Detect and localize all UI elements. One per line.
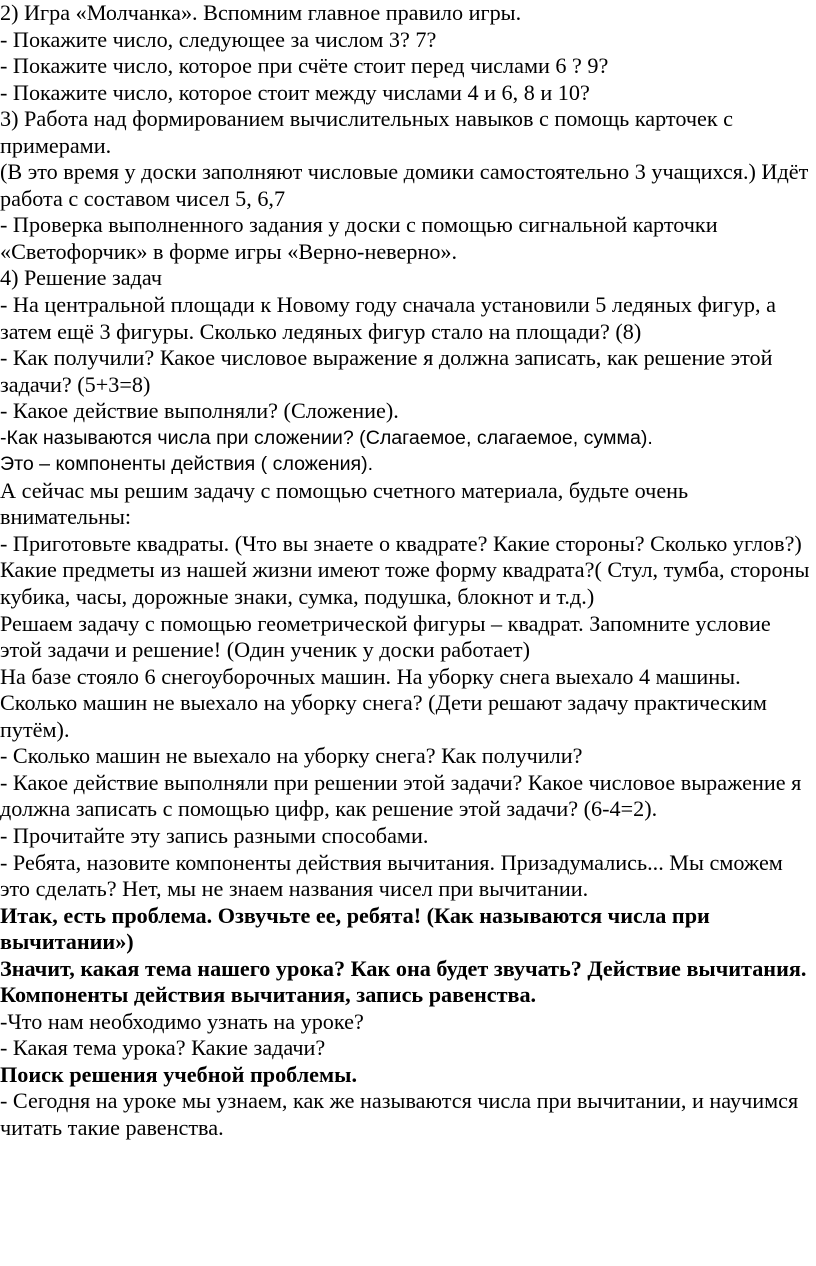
- paragraph: На базе стояло 6 снегоуборочных машин. На уборку снега выехало 4 машины. Сколько машин не выехало на уборку снега? (Дети решают задачу практическим путём).: [0, 663, 773, 742]
- paragraph: - На центральной площади к Новому году сначала установили 5 ледяных фигур, а затем ещё 3 фигуры. Сколько ледяных фигур стало на площади? (8): [0, 292, 782, 344]
- paragraph: - Какое действие выполняли при решении этой задачи? Какое числовое выражение я должна записать с помощью цифр, как решение этой задачи? (6-4=2).: [0, 769, 807, 822]
- paragraph: - Какое действие выполняли? (Сложение).: [0, 398, 399, 424]
- bold-paragraph: Значит, какая тема нашего урока? Как она будет звучать? Действие вычитания. Компоненты действия вычитания, запись равенства.: [0, 955, 812, 1008]
- paragraph: - Покажите число, которое стоит между числами 4 и 6, 8 и 10?: [0, 79, 590, 105]
- section-heading: Поиск решения учебной проблемы.: [0, 1061, 357, 1087]
- section-heading: 4) Решение задач: [0, 265, 163, 291]
- bold-paragraph: Итак, есть проблема. Озвучьте ее, ребята! (Как называются числа при вычитании»): [0, 902, 716, 955]
- paragraph: - Прочитайте эту запись разными способами.: [0, 822, 429, 848]
- paragraph: - Какая тема урока? Какие задачи?: [0, 1035, 326, 1061]
- paragraph: - Сколько машин не выехало на уборку снега? Как получили?: [0, 743, 583, 769]
- paragraph: - Как получили? Какое числовое выражение я должна записать, как решение этой задачи? (5+3=8): [0, 345, 779, 397]
- paragraph: - Покажите число, которое при счёте стоит перед числами 6 ? 9?: [0, 53, 609, 79]
- paragraph: Это – компоненты действия ( сложения).: [0, 453, 374, 476]
- paragraph: - Сегодня на уроке мы узнаем, как же называются числа при вычитании, и научимся читать такие равенства.: [0, 1088, 804, 1140]
- paragraph: А сейчас мы решим задачу с помощью счетного материала, будьте очень внимательны:: [0, 477, 694, 530]
- paragraph: 2) Игра «Молчанка». Вспомним главное правило игры.: [0, 0, 522, 25]
- paragraph: (В это время у доски заполняют числовые домики самостоятельно 3 учащихся.) Идёт работа с составом чисел 5, 6,7: [0, 159, 814, 211]
- paragraph: Решаем задачу с помощью геометрической фигуры – квадрат. Запомните условие этой задачи и решение! (Один ученик у доски работает): [0, 610, 777, 663]
- paragraph: -Что нам необходимо узнать на уроке?: [0, 1008, 364, 1034]
- paragraph: -Как называются числа при сложении? (Слагаемое, слагаемое, сумма).: [0, 426, 653, 449]
- paragraph: - Проверка выполненного задания у доски с помощью сигнальной карточки «Светофорчик» в форме игры «Верно-неверно».: [0, 212, 724, 264]
- paragraph: 3) Работа над формированием вычислительных навыков с помощь карточек с примерами.: [0, 106, 739, 158]
- paragraph: - Покажите число, следующее за числом 3? 7?: [0, 26, 437, 52]
- paragraph: - Приготовьте квадраты. (Что вы знаете о квадрате? Какие стороны? Сколько углов?) Какие предметы из нашей жизни имеют тоже форму квадрата?( Стул, тумба, стороны кубика, часы, дорожные знаки, сумка, подушка, блокнот и т.д.): [0, 530, 815, 610]
- paragraph: - Ребята, назовите компоненты действия вычитания. Призадумались... Мы сможем это сделать? Нет, мы не знаем названия чисел при вычитании.: [0, 849, 789, 902]
